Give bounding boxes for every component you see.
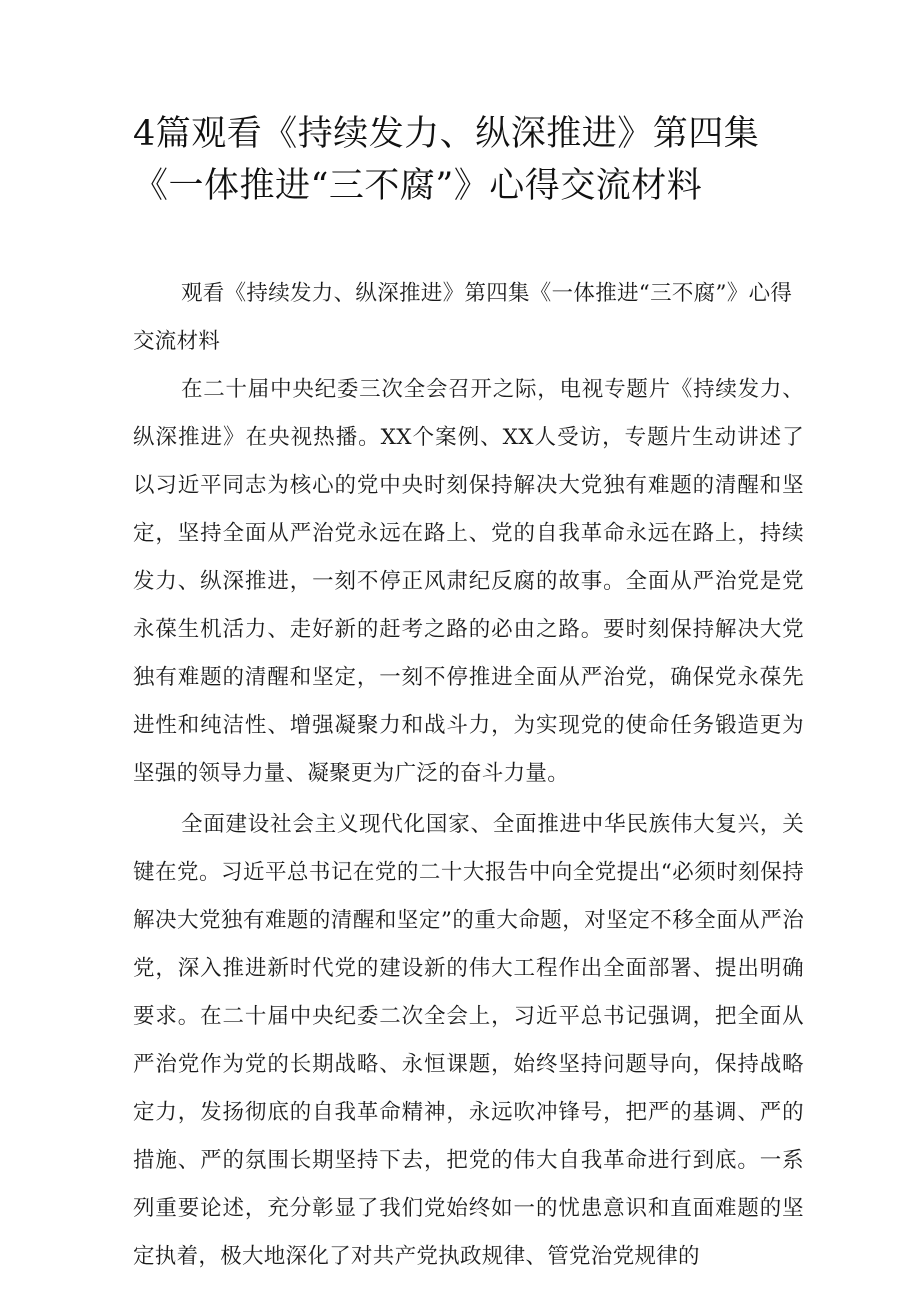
body-paragraph-2: 全面建设社会主义现代化国家、全面推进中华民族伟大复兴，关键在党。习近平总书记在党的二十大报告中向全党提出“必须时刻保持解决大党独有难题的清醒和坚定”的重大命题，对坚定不移全面从严治党，深入推进新时代党的建设新的伟大工程作出全面部署、提出明确要求。在二十届中央纪委二次全会上，习近平总书记强调，把全面从严治党作为党的长期战略、永恒课题，始终坚持问题导向，保持战略定力，发扬彻底的自我革命精神，永远吹冲锋号，把严的基调、严的措施、严的氛围长期坚持下去，把党的伟大自我革命进行到底。一系列重要论述，充分彰显了我们党始终如一的忧患意识和直面难题的坚定执着，极大地深化了对共产党执政规律、管党治党规律的 xyxy=(133,812,804,1269)
body-paragraph-1: 在二十届中央纪委三次全会召开之际，电视专题片《持续发力、纵深推进》在央视热播。XX个案例、XX人受访，专题片生动讲述了以习近平同志为核心的党中央时刻保持解决大党独有难题的清醒和坚定，坚持全面从严治党永远在路上、党的自我革命永远在路上，持续发力、纵深推进，一刻不停正风肃纪反腐的故事。全面从严治党是党永葆生机活力、走好新的赶考之路的必由之路。要时刻保持解决大党独有难题的清醒和坚定，一刻不停推进全面从严治党，确保党永葆先进性和纯洁性、增强凝聚力和战斗力，为实现党的使命任务锻造更为坚强的领导力量、凝聚更为广泛的奋斗力量。 xyxy=(133,377,804,786)
document-subtitle: 观看《持续发力、纵深推进》第四集《一体推进“三不腐”》心得交流材料 xyxy=(133,281,793,354)
document-title: 4篇观看《持续发力、纵深推进》第四集《一体推进“三不腐”》心得交流材料 xyxy=(133,114,760,206)
